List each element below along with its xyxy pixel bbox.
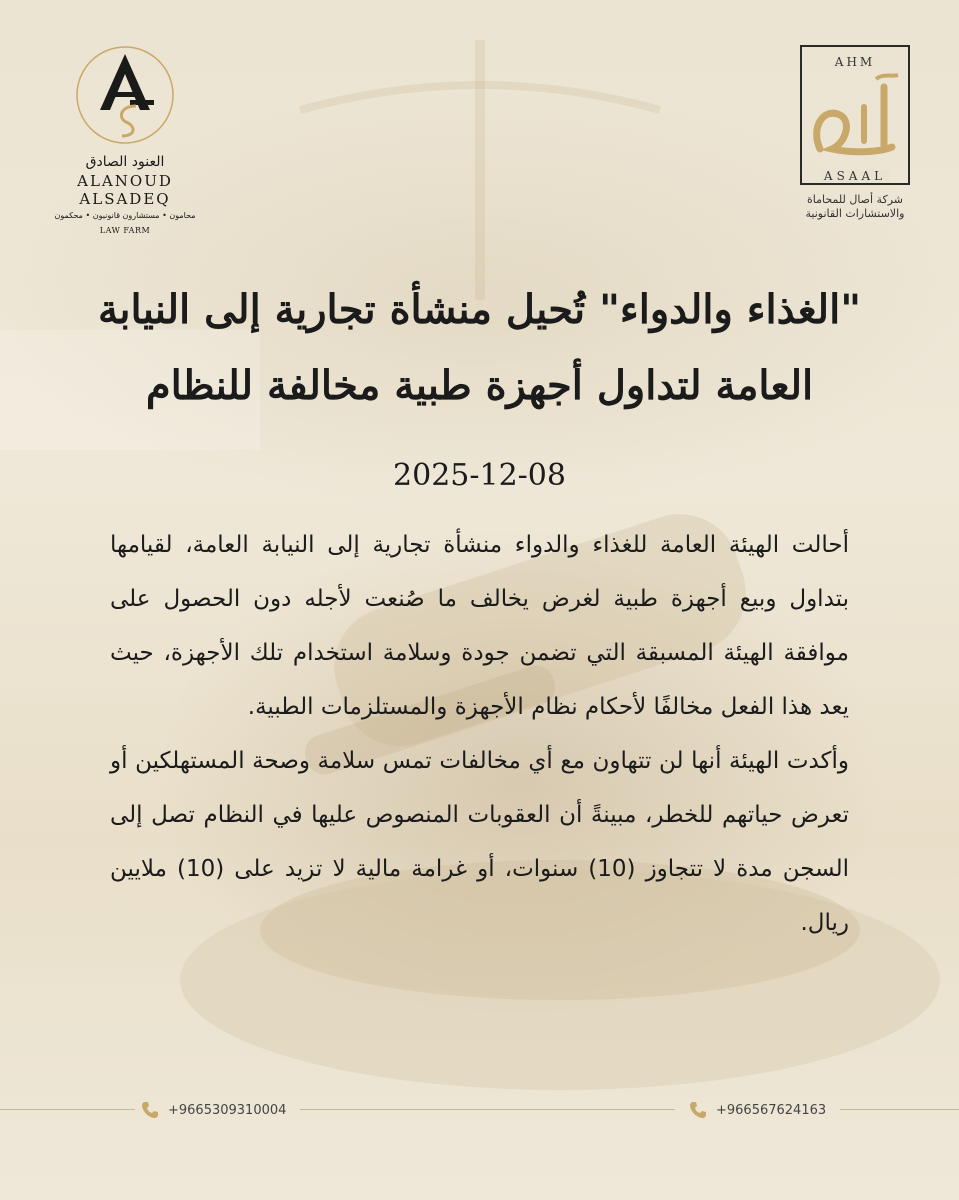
right-logo-top-letters: AHM: [831, 55, 879, 69]
footer: [0, 1095, 959, 1125]
article-body: [110, 518, 849, 950]
left-logo-law-farm: LAW FARM: [99, 226, 151, 235]
article-title: [60, 272, 899, 424]
article-date: 2025-12-08: [393, 458, 566, 493]
phone-left-number: +9665309310004: [168, 1102, 287, 1118]
right-logo-bottom-letters: ASAAL: [820, 169, 890, 183]
footer-divider-right: [840, 1109, 959, 1110]
footer-divider-middle: [300, 1109, 675, 1110]
phone-left[interactable]: [140, 1099, 286, 1121]
right-logo-arabic-line2: والاستشارات القانونية: [805, 207, 905, 220]
paragraph-2: وأكدت الهيئة أنها لن تتهاون مع أي مخالفات تمس سلامة وصحة المستهلكين أو تعرض حياتهم للخطر، مبينةً أن العقوبات المنصوص عليها في النظام تصل إلى السجن مدة لا تتجاوز (10) سنوات، أو غرامة مالية لا تزيد على (10) ملايين ريال.: [110, 748, 849, 936]
right-logo-arabic-line1: شركة أصال للمحاماة: [807, 193, 903, 206]
phone-icon: [688, 1100, 708, 1120]
asaal-calligraphy-icon: [780, 67, 930, 177]
alanoud-alsadeq-logo: [40, 40, 210, 240]
asaal-logo: [780, 45, 930, 235]
title-line-2: العامة لتداول أجهزة طبية مخالفة للنظام: [145, 362, 814, 409]
paragraph-1: أحالت الهيئة العامة للغذاء والدواء منشأة تجارية إلى النيابة العامة، لقيامها بتداول وبيع أجهزة طبية لغرض يخالف ما صُنعت لأجله دون الحصول على موافقة الهيئة المسبقة التي تضمن جودة وسلامة استخدام تلك الأجهزة، حيث يعد هذا الفعل مخالفًا لأحكام نظام الأجهزة والمستلزمات الطبية.: [110, 532, 849, 720]
left-logo-subtitle: محامون • مستشارون قانونيون • محكمون: [54, 211, 196, 220]
left-logo-latin-name: ALANOUD ALSADEQ: [77, 172, 173, 208]
title-line-1: "الغذاء والدواء" تُحيل منشأة تجارية إلى النيابة: [97, 286, 862, 333]
scales-a-s-logo-icon: [70, 40, 180, 150]
phone-right-number: +966567624163: [716, 1102, 827, 1118]
left-logo-arabic-name: العنود الصادق: [85, 154, 165, 170]
phone-right[interactable]: [688, 1099, 826, 1121]
footer-divider-left: [0, 1109, 135, 1110]
phone-icon: [140, 1100, 160, 1120]
